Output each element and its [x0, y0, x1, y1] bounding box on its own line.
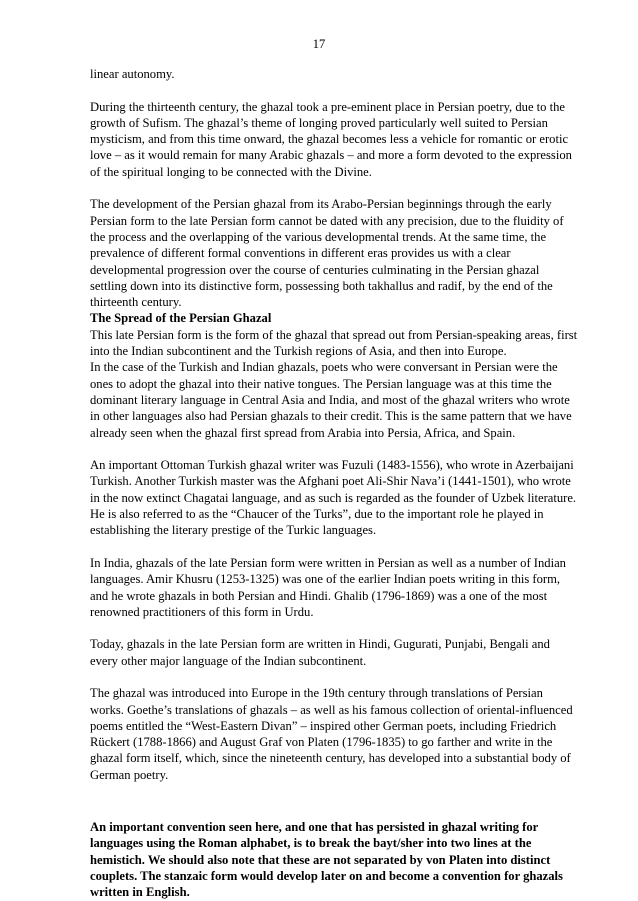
paragraph-gap: [90, 441, 578, 457]
paragraph-convention-note: An important convention seen here, and one that has persisted in ghazal writing for languages using the Roman alphabet, is to break the bayt/sher into two lines at the hemistich. We should also note that these are not separated by von Platen into distinct couplets. The stanzaic form would develop later on and become a convention for ghazals written in English.: [90, 820, 563, 900]
page-body: [90, 66, 578, 901]
paragraph-ottoman-turkish: An important Ottoman Turkish ghazal writer was Fuzuli (1483-1556), who wrote in Azerbaijani Turkish. Another Turkish master was the Afghani poet Ali-Shir Nava’i (1441-1501), who wrote in the now extinct Chagatai language, and as such is regarded as the founder of Uzbek literature. He is also referred to as the “Chaucer of the Turks”, due to the important role he played in establishing the literary prestige of the Turkic languages.: [90, 458, 577, 538]
paragraph-europe: The ghazal was introduced into Europe in the 19th century through translations of Persian works. Goethe’s translations of ghazals – as well as his famous collection of oriental-influenced poems entitled the “West-Eastern Divan” – inspired other German poets, including Friedrich Rückert (1788-1866) and August Graf von Platen (1796-1835) to go farther and write in the ghazal form itself, which, since the nineteenth century, has developed into a substantial body of German poetry.: [90, 686, 573, 782]
page-number: 17: [312, 37, 326, 51]
paragraph-today: Today, ghazals in the late Persian form are written in Hindi, Gugurati, Punjabi, Bengali and every other major language of the Indian subcontinent.: [90, 637, 550, 668]
paragraph-turkish-indian: In the case of the Turkish and Indian ghazals, poets who were conversant in Persian were the ones to adopt the ghazal into their native tongues. The Persian language was at this time the dominant literary language in Central Asia and India, and most of the ghazal writers who wrote in other languages also had Persian ghazals to their credit. This is the same pattern that we have already seen when the ghazal first spread from Arabia into Persia, Africa, and Spain.: [90, 360, 572, 440]
paragraph-gap: [90, 180, 578, 196]
paragraph-development: The development of the Persian ghazal from its Arabo-Persian beginnings through the early Persian form to the late Persian form cannot be dated with any precision, due to the fluidity of the process and the overlapping of the various developmental trends. At the same time, the prevalence of different formal conventions in different eras provides us with a clear developmental progression over the course of centuries culminating in the Persian ghazal settling down into its distinctive form, possessing both takhallus and radif, by the end of the thirteenth century.: [90, 197, 564, 310]
paragraph-late-persian-form: This late Persian form is the form of the ghazal that spread out from Persian-speaking areas, first into the Indian subcontinent and the Turkish regions of Asia, and then into Europe.: [90, 327, 578, 359]
section-heading: The Spread of the Persian Ghazal: [90, 311, 272, 326]
paragraph-gap: [90, 669, 578, 685]
paragraph-linear-autonomy: linear autonomy.: [90, 67, 175, 81]
paragraph-gap: [90, 82, 578, 98]
paragraph-gap-large: [90, 783, 578, 819]
paragraph-gap: [90, 539, 578, 555]
paragraph-thirteenth-century: During the thirteenth century, the ghazal took a pre-eminent place in Persian poetry, due to the growth of Sufism. The ghazal’s theme of longing proved particularly well suited to Persian mysticism, and from this time onward, the ghazal becomes less a vehicle for romantic or erotic love – as it would remain for many Arabic ghazals – and more a form devoted to the expression of the spiritual longing to be connected with the Divine.: [90, 99, 572, 179]
paragraph-india: In India, ghazals of the late Persian form were written in Persian as well as a number of Indian languages. Amir Khusru (1253-1325) was one of the earlier Indian poets writing in this form, and he wrote ghazals in both Persian and Hindi. Ghalib (1796-1869) was a one of the most renowned practitioners of this form in Urdu.: [90, 555, 566, 619]
paragraph-gap: [90, 620, 578, 636]
